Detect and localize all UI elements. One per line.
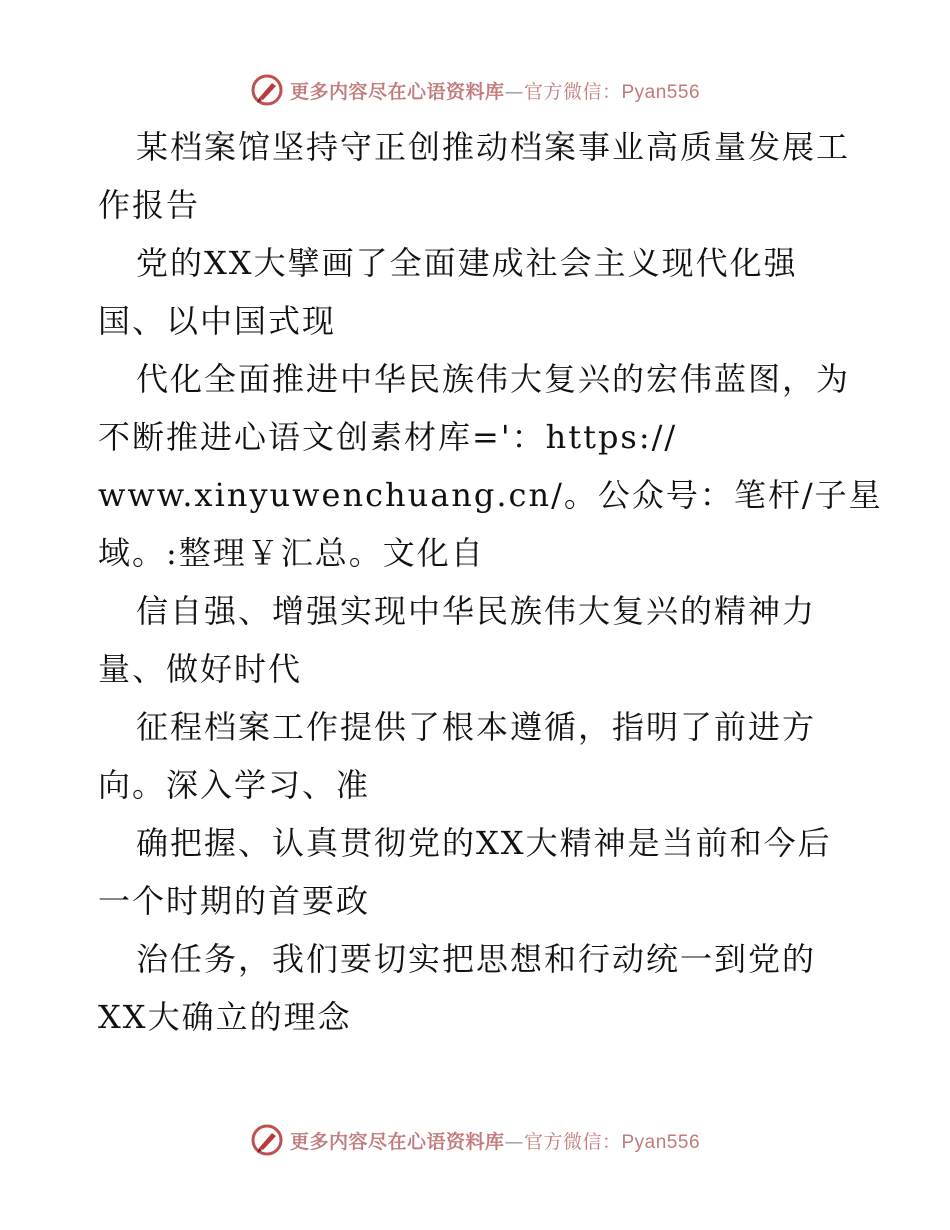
watermark-main: 更多内容尽在心语资料库 [289, 80, 505, 103]
watermark-main: 更多内容尽在心语资料库 [289, 1130, 505, 1153]
text-line: 党的XX大擘画了全面建成社会主义现代化强 [136, 244, 798, 282]
watermark-separator: — [504, 1130, 524, 1153]
text-line: 一个时期的首要政 [98, 882, 371, 920]
watermark-text [290, 1127, 700, 1154]
text-line: 确把握、认真贯彻党的XX大精神是当前和今后 [136, 824, 832, 862]
watermark-separator: — [504, 80, 524, 103]
watermark-wechat-label: 官方微信： [523, 1130, 622, 1153]
pen-logo-icon [250, 73, 284, 107]
pen-logo-icon [250, 1123, 284, 1157]
text-line: 向。深入学习、准 [98, 766, 371, 804]
text-line: 信自强、增强实现中华民族伟大复兴的精神力 [136, 592, 817, 630]
watermark-wechat-id: Pyan556 [621, 81, 701, 103]
text-line: 代化全面推进中华民族伟大复兴的宏伟蓝图，为 [136, 360, 851, 398]
text-line: 域。:整理￥汇总。文化自 [98, 534, 485, 572]
header-watermark [0, 70, 950, 110]
watermark-wechat-label: 官方微信： [523, 80, 622, 103]
text-line: 征程档案工作提供了根本遵循，指明了前进方 [136, 708, 817, 746]
text-line: 量、做好时代 [98, 650, 303, 688]
text-line: 作报告 [98, 186, 201, 224]
text-line: 国、以中国式现 [98, 302, 337, 340]
text-line: 治任务，我们要切实把思想和行动统一到党的 [136, 940, 817, 978]
footer-watermark [0, 1120, 950, 1160]
text-line: XX大确立的理念 [98, 998, 352, 1036]
text-line: 某档案馆坚持守正创推动档案事业高质量发展工 [136, 128, 851, 166]
text-line: www.xinyuwenchuang.cn/。公众号：笔杆/子星 [98, 476, 883, 514]
watermark-wechat-id: Pyan556 [621, 1131, 701, 1153]
document-body [98, 118, 883, 1046]
text-line: 不断推进心语文创素材库='：https:// [98, 418, 678, 456]
watermark-text [290, 77, 700, 104]
